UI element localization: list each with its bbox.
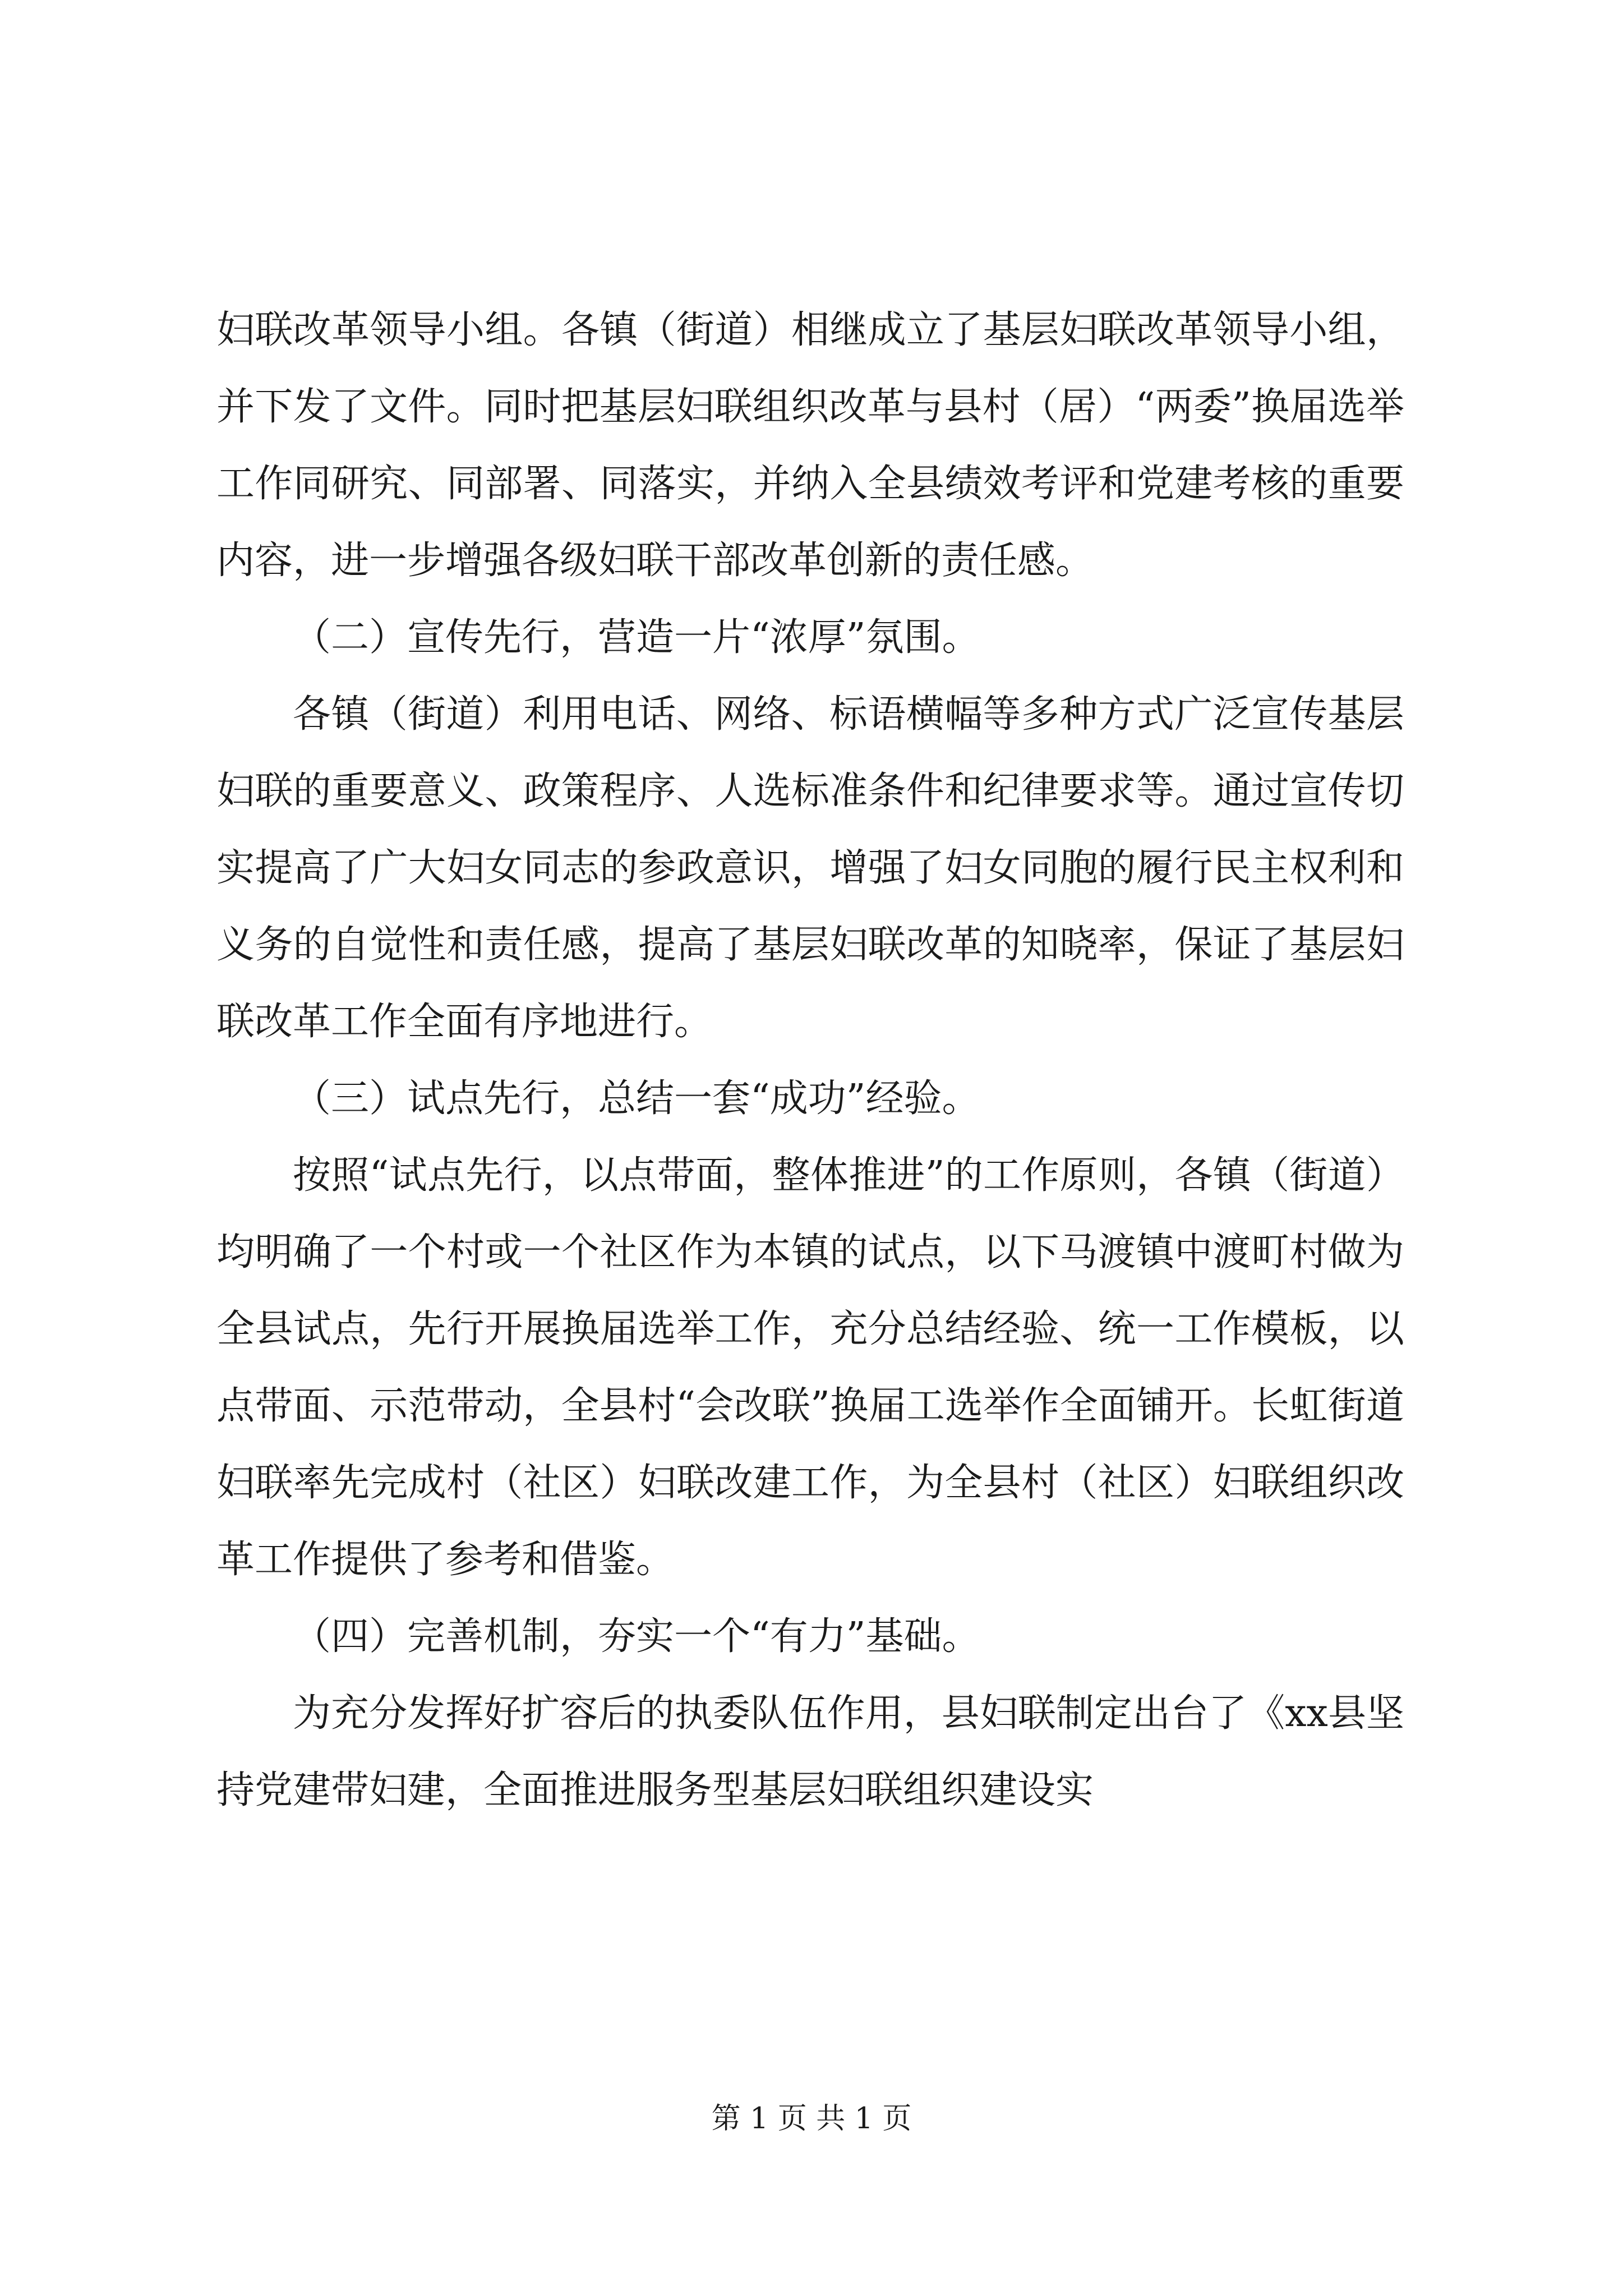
paragraph-mechanism: 为充分发挥好扩容后的执委队伍作用，县妇联制定出台了《xx县坚持党建带妇建，全面推进服务型基层妇联组织建设实 [216, 1691, 1404, 1812]
section-heading-2: （二）宣传先行，营造一片“浓厚”氛围。 [293, 615, 980, 660]
section-heading-4: （四）完善机制，夯实一个“有力”基础。 [293, 1614, 980, 1659]
paragraph-publicity: 各镇（街道）利用电话、网络、标语横幅等多种方式广泛宣传基层妇联的重要意义、政策程序、人选标准条件和纪律要求等。通过宣传切实提高了广大妇女同志的参政意识，增强了妇女同胞的履行民主权利和义务的自觉性和责任感，提高了基层妇联改革的知晓率，保证了基层妇联改革工作全面有序地进行。 [216, 692, 1404, 1044]
paragraph-continuation: 妇联改革领导小组。各镇（街道）相继成立了基层妇联改革领导小组，并下发了文件。同时把基层妇联组织改革与县村（居）“两委”换届选举工作同研究、同部署、同落实，并纳入全县绩效考评和党建考核的重要内容，进一步增强各级妇联干部改革创新的责任感。 [216, 308, 1404, 583]
page-footer: 第 1 页 共 1 页 [711, 2102, 912, 2136]
paragraph-pilot: 按照“试点先行，以点带面，整体推进”的工作原则，各镇（街道）均明确了一个村或一个社区作为本镇的试点，以下马渡镇中渡町村做为全县试点，先行开展换届选举工作，充分总结经验、统一工作模板，以点带面、示范带动，全县村“会改联”换届工选举作全面铺开。长虹街道妇联率先完成村（社区）妇联改建工作，为全县村（社区）妇联组织改革工作提供了参考和借鉴。 [216, 1153, 1404, 1582]
section-heading-3: （三）试点先行，总结一套“成功”经验。 [293, 1076, 980, 1121]
document-body [216, 292, 1404, 1829]
